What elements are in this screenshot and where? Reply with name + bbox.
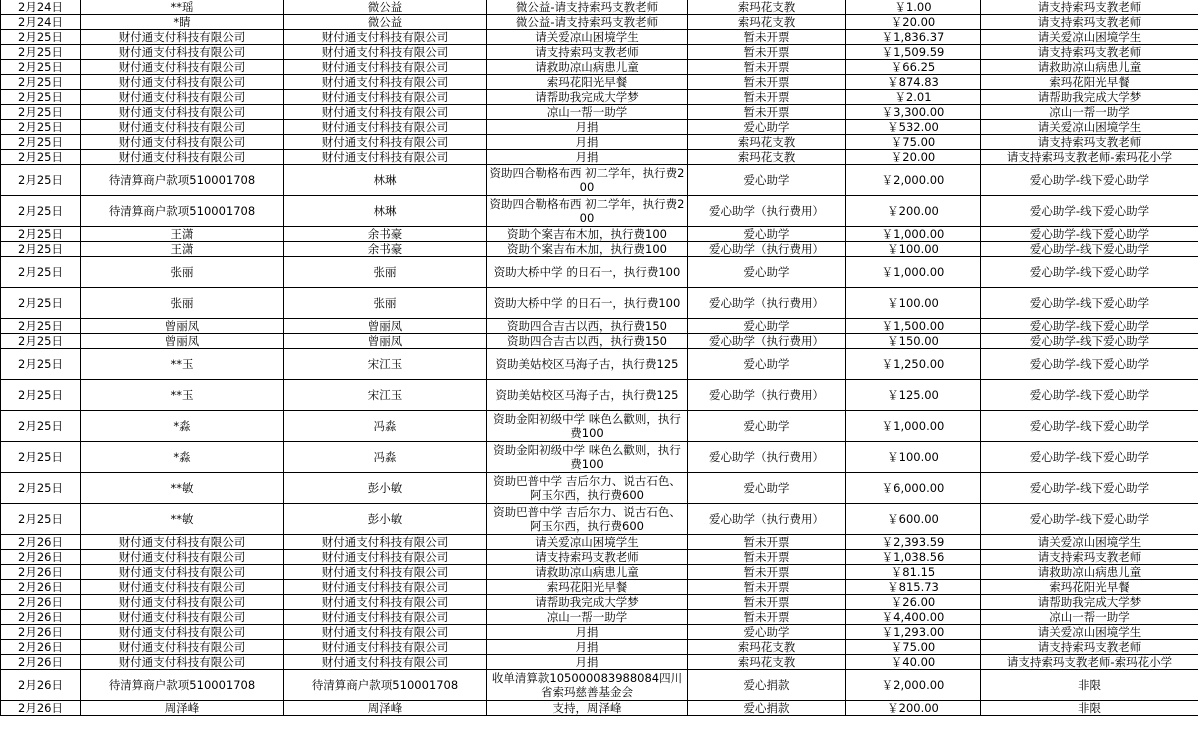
amount-cell: ￥815.73: [846, 580, 981, 595]
category-cell: 暂未开票: [688, 535, 846, 550]
project-cell: 请支持索玛支教老师-索玛花小学: [981, 150, 1198, 165]
date-cell: 2月26日: [1, 595, 81, 610]
project-cell: 请支持索玛支教老师: [981, 45, 1198, 60]
amount-cell: ￥874.83: [846, 75, 981, 90]
category-cell: 爱心助学（执行费用）: [688, 442, 846, 473]
amount-cell: ￥1,000.00: [846, 411, 981, 442]
project-cell: 索玛花阳光早餐: [981, 75, 1198, 90]
payee-cell: 待清算商户款项510001708: [284, 670, 487, 701]
payee-cell: 余书豪: [284, 242, 487, 257]
summary-cell: 月捐: [487, 150, 688, 165]
amount-cell: ￥1.00: [846, 0, 981, 15]
payer-cell: *淼: [81, 411, 284, 442]
category-cell: 爱心助学: [688, 165, 846, 196]
date-cell: 2月25日: [1, 473, 81, 504]
amount-cell: ￥3,300.00: [846, 105, 981, 120]
summary-cell: 资助巴普中学 吉后尔力、说古石色、阿玉尔西，执行费600: [487, 504, 688, 535]
payee-cell: 林琳: [284, 165, 487, 196]
table-row: [1, 60, 1198, 75]
table-row: [1, 595, 1198, 610]
table-row: [1, 30, 1198, 45]
date-cell: 2月25日: [1, 150, 81, 165]
payer-cell: 财付通支付科技有限公司: [81, 610, 284, 625]
category-cell: 爱心助学（执行费用）: [688, 196, 846, 227]
payee-cell: 财付通支付科技有限公司: [284, 610, 487, 625]
table-row: [1, 120, 1198, 135]
project-cell: 爱心助学-线下爱心助学: [981, 319, 1198, 334]
table-row: [1, 227, 1198, 242]
category-cell: 暂未开票: [688, 550, 846, 565]
payer-cell: 财付通支付科技有限公司: [81, 75, 284, 90]
payee-cell: 宋江玉: [284, 380, 487, 411]
amount-cell: ￥2,000.00: [846, 165, 981, 196]
table-row: [1, 640, 1198, 655]
payer-cell: 财付通支付科技有限公司: [81, 580, 284, 595]
category-cell: 暂未开票: [688, 60, 846, 75]
project-cell: 凉山一帮一助学: [981, 610, 1198, 625]
amount-cell: ￥200.00: [846, 701, 981, 716]
payer-cell: 王潇: [81, 242, 284, 257]
payer-cell: 曾丽凤: [81, 334, 284, 349]
table-row: [1, 15, 1198, 30]
category-cell: 暂未开票: [688, 30, 846, 45]
payer-cell: 财付通支付科技有限公司: [81, 135, 284, 150]
payer-cell: 财付通支付科技有限公司: [81, 150, 284, 165]
table-row: [1, 334, 1198, 349]
category-cell: 爱心助学: [688, 319, 846, 334]
payer-cell: 财付通支付科技有限公司: [81, 45, 284, 60]
payer-cell: 待清算商户款项510001708: [81, 165, 284, 196]
date-cell: 2月26日: [1, 580, 81, 595]
summary-cell: 微公益-请支持索玛支教老师: [487, 0, 688, 15]
summary-cell: 资助个案吉布木加，执行费100: [487, 242, 688, 257]
date-cell: 2月25日: [1, 60, 81, 75]
date-cell: 2月25日: [1, 257, 81, 288]
table-row: [1, 349, 1198, 380]
amount-cell: ￥150.00: [846, 334, 981, 349]
project-cell: 请帮助我完成大学梦: [981, 90, 1198, 105]
project-cell: 请支持索玛支教老师: [981, 640, 1198, 655]
project-cell: 爱心助学-线下爱心助学: [981, 380, 1198, 411]
summary-cell: 请关爱凉山困境学生: [487, 30, 688, 45]
table-row: [1, 90, 1198, 105]
category-cell: 暂未开票: [688, 105, 846, 120]
payee-cell: 周泽峰: [284, 701, 487, 716]
payee-cell: 财付通支付科技有限公司: [284, 45, 487, 60]
amount-cell: ￥600.00: [846, 504, 981, 535]
project-cell: 请关爱凉山困境学生: [981, 625, 1198, 640]
category-cell: 爱心助学: [688, 473, 846, 504]
summary-cell: 资助四合吉古以西，执行费150: [487, 319, 688, 334]
category-cell: 索玛花支教: [688, 0, 846, 15]
payee-cell: 冯淼: [284, 442, 487, 473]
amount-cell: ￥532.00: [846, 120, 981, 135]
table-row: [1, 670, 1198, 701]
category-cell: 爱心助学（执行费用）: [688, 288, 846, 319]
summary-cell: 请帮助我完成大学梦: [487, 90, 688, 105]
summary-cell: 索玛花阳光早餐: [487, 580, 688, 595]
category-cell: 暂未开票: [688, 75, 846, 90]
payee-cell: 微公益: [284, 15, 487, 30]
table-row: [1, 442, 1198, 473]
summary-cell: 资助金阳初级中学 咪色么歡则，执行费100: [487, 411, 688, 442]
project-cell: 爱心助学-线下爱心助学: [981, 288, 1198, 319]
date-cell: 2月25日: [1, 288, 81, 319]
summary-cell: 凉山一帮一助学: [487, 105, 688, 120]
project-cell: 请支持索玛支教老师: [981, 135, 1198, 150]
date-cell: 2月25日: [1, 442, 81, 473]
summary-cell: 月捐: [487, 120, 688, 135]
amount-cell: ￥66.25: [846, 60, 981, 75]
amount-cell: ￥75.00: [846, 640, 981, 655]
date-cell: 2月25日: [1, 411, 81, 442]
project-cell: 请救助凉山病患儿童: [981, 60, 1198, 75]
summary-cell: 资助四合吉古以西，执行费150: [487, 334, 688, 349]
table-row: [1, 610, 1198, 625]
payer-cell: 王潇: [81, 227, 284, 242]
table-row: [1, 165, 1198, 196]
project-cell: 非限: [981, 670, 1198, 701]
amount-cell: ￥1,038.56: [846, 550, 981, 565]
payee-cell: 财付通支付科技有限公司: [284, 30, 487, 45]
payee-cell: 余书豪: [284, 227, 487, 242]
project-cell: 爱心助学-线下爱心助学: [981, 504, 1198, 535]
date-cell: 2月25日: [1, 90, 81, 105]
payer-cell: **瑶: [81, 0, 284, 15]
category-cell: 爱心助学: [688, 227, 846, 242]
table-row: [1, 105, 1198, 120]
date-cell: 2月26日: [1, 565, 81, 580]
amount-cell: ￥1,509.59: [846, 45, 981, 60]
payer-cell: 财付通支付科技有限公司: [81, 30, 284, 45]
amount-cell: ￥125.00: [846, 380, 981, 411]
table-row: [1, 473, 1198, 504]
payer-cell: 张丽: [81, 257, 284, 288]
table-row: [1, 504, 1198, 535]
payee-cell: 财付通支付科技有限公司: [284, 90, 487, 105]
date-cell: 2月25日: [1, 227, 81, 242]
category-cell: 爱心助学（执行费用）: [688, 380, 846, 411]
amount-cell: ￥2.01: [846, 90, 981, 105]
payer-cell: 财付通支付科技有限公司: [81, 90, 284, 105]
project-cell: 凉山一帮一助学: [981, 105, 1198, 120]
category-cell: 爱心助学（执行费用）: [688, 504, 846, 535]
project-cell: 请支持索玛支教老师: [981, 0, 1198, 15]
date-cell: 2月25日: [1, 349, 81, 380]
summary-cell: 资助四合勒格布西 初二学年，执行费200: [487, 165, 688, 196]
payee-cell: 财付通支付科技有限公司: [284, 565, 487, 580]
amount-cell: ￥100.00: [846, 442, 981, 473]
payer-cell: 财付通支付科技有限公司: [81, 105, 284, 120]
summary-cell: 请关爱凉山困境学生: [487, 535, 688, 550]
date-cell: 2月26日: [1, 640, 81, 655]
payer-cell: 待清算商户款项510001708: [81, 670, 284, 701]
category-cell: 爱心捐款: [688, 670, 846, 701]
date-cell: 2月26日: [1, 670, 81, 701]
payer-cell: **玉: [81, 349, 284, 380]
amount-cell: ￥4,400.00: [846, 610, 981, 625]
payer-cell: 财付通支付科技有限公司: [81, 565, 284, 580]
payee-cell: 财付通支付科技有限公司: [284, 625, 487, 640]
table-row: [1, 45, 1198, 60]
project-cell: 爱心助学-线下爱心助学: [981, 196, 1198, 227]
table-row: [1, 135, 1198, 150]
payer-cell: 财付通支付科技有限公司: [81, 625, 284, 640]
project-cell: 爱心助学-线下爱心助学: [981, 242, 1198, 257]
category-cell: 索玛花支教: [688, 15, 846, 30]
amount-cell: ￥20.00: [846, 150, 981, 165]
payee-cell: 曾丽凤: [284, 334, 487, 349]
date-cell: 2月25日: [1, 120, 81, 135]
summary-cell: 资助个案吉布木加，执行费100: [487, 227, 688, 242]
ledger-body: [1, 0, 1198, 716]
payee-cell: 财付通支付科技有限公司: [284, 120, 487, 135]
payee-cell: 财付通支付科技有限公司: [284, 595, 487, 610]
summary-cell: 请支持索玛支教老师: [487, 45, 688, 60]
summary-cell: 微公益-请支持索玛支教老师: [487, 15, 688, 30]
table-row: [1, 580, 1198, 595]
summary-cell: 月捐: [487, 640, 688, 655]
project-cell: 请支持索玛支教老师-索玛花小学: [981, 655, 1198, 670]
payee-cell: 财付通支付科技有限公司: [284, 640, 487, 655]
project-cell: 请关爱凉山困境学生: [981, 120, 1198, 135]
project-cell: 请关爱凉山困境学生: [981, 535, 1198, 550]
payer-cell: 财付通支付科技有限公司: [81, 535, 284, 550]
category-cell: 爱心捐款: [688, 701, 846, 716]
payer-cell: 周泽峰: [81, 701, 284, 716]
summary-cell: 请救助凉山病患儿童: [487, 565, 688, 580]
payer-cell: 财付通支付科技有限公司: [81, 640, 284, 655]
amount-cell: ￥6,000.00: [846, 473, 981, 504]
amount-cell: ￥1,000.00: [846, 227, 981, 242]
payee-cell: 财付通支付科技有限公司: [284, 150, 487, 165]
table-row: [1, 565, 1198, 580]
table-row: [1, 411, 1198, 442]
table-row: [1, 319, 1198, 334]
table-row: [1, 655, 1198, 670]
date-cell: 2月25日: [1, 380, 81, 411]
table-row: [1, 150, 1198, 165]
payee-cell: 林琳: [284, 196, 487, 227]
project-cell: 请关爱凉山困境学生: [981, 30, 1198, 45]
payee-cell: 财付通支付科技有限公司: [284, 105, 487, 120]
project-cell: 请救助凉山病患儿童: [981, 565, 1198, 580]
payer-cell: *淼: [81, 442, 284, 473]
project-cell: 爱心助学-线下爱心助学: [981, 411, 1198, 442]
payee-cell: 财付通支付科技有限公司: [284, 655, 487, 670]
payee-cell: 财付通支付科技有限公司: [284, 535, 487, 550]
table-row: [1, 288, 1198, 319]
amount-cell: ￥200.00: [846, 196, 981, 227]
category-cell: 爱心助学: [688, 120, 846, 135]
table-row: [1, 625, 1198, 640]
date-cell: 2月26日: [1, 625, 81, 640]
table-row: [1, 0, 1198, 15]
table-row: [1, 380, 1198, 411]
payer-cell: *睛: [81, 15, 284, 30]
project-cell: 非限: [981, 701, 1198, 716]
project-cell: 爱心助学-线下爱心助学: [981, 165, 1198, 196]
payer-cell: **敏: [81, 504, 284, 535]
project-cell: 爱心助学-线下爱心助学: [981, 257, 1198, 288]
amount-cell: ￥40.00: [846, 655, 981, 670]
summary-cell: 请支持索玛支教老师: [487, 550, 688, 565]
table-row: [1, 75, 1198, 90]
summary-cell: 月捐: [487, 655, 688, 670]
payee-cell: 彭小敏: [284, 473, 487, 504]
date-cell: 2月25日: [1, 165, 81, 196]
project-cell: 爱心助学-线下爱心助学: [981, 349, 1198, 380]
payer-cell: 财付通支付科技有限公司: [81, 550, 284, 565]
category-cell: 爱心助学（执行费用）: [688, 242, 846, 257]
amount-cell: ￥1,000.00: [846, 257, 981, 288]
amount-cell: ￥81.15: [846, 565, 981, 580]
date-cell: 2月25日: [1, 319, 81, 334]
payer-cell: **敏: [81, 473, 284, 504]
summary-cell: 资助金阳初级中学 咪色么歡则，执行费100: [487, 442, 688, 473]
date-cell: 2月25日: [1, 196, 81, 227]
payer-cell: 财付通支付科技有限公司: [81, 60, 284, 75]
payer-cell: 财付通支付科技有限公司: [81, 595, 284, 610]
category-cell: 索玛花支教: [688, 655, 846, 670]
amount-cell: ￥1,250.00: [846, 349, 981, 380]
payee-cell: 冯淼: [284, 411, 487, 442]
amount-cell: ￥75.00: [846, 135, 981, 150]
payee-cell: 财付通支付科技有限公司: [284, 550, 487, 565]
category-cell: 暂未开票: [688, 45, 846, 60]
category-cell: 暂未开票: [688, 595, 846, 610]
project-cell: 请支持索玛支教老师: [981, 550, 1198, 565]
payer-cell: 张丽: [81, 288, 284, 319]
payee-cell: 张丽: [284, 288, 487, 319]
category-cell: 爱心助学: [688, 625, 846, 640]
date-cell: 2月26日: [1, 701, 81, 716]
amount-cell: ￥2,393.59: [846, 535, 981, 550]
table-row: [1, 257, 1198, 288]
category-cell: 爱心助学（执行费用）: [688, 334, 846, 349]
summary-cell: 请帮助我完成大学梦: [487, 595, 688, 610]
payer-cell: 财付通支付科技有限公司: [81, 120, 284, 135]
payee-cell: 彭小敏: [284, 504, 487, 535]
summary-cell: 资助四合勒格布西 初二学年，执行费200: [487, 196, 688, 227]
amount-cell: ￥26.00: [846, 595, 981, 610]
date-cell: 2月25日: [1, 30, 81, 45]
category-cell: 暂未开票: [688, 580, 846, 595]
date-cell: 2月25日: [1, 504, 81, 535]
table-row: [1, 701, 1198, 716]
summary-cell: 资助大桥中学 的日石一，执行费100: [487, 257, 688, 288]
summary-cell: 请救助凉山病患儿童: [487, 60, 688, 75]
summary-cell: 月捐: [487, 625, 688, 640]
payee-cell: 微公益: [284, 0, 487, 15]
summary-cell: 资助美姑校区马海子古，执行费125: [487, 349, 688, 380]
payee-cell: 财付通支付科技有限公司: [284, 135, 487, 150]
date-cell: 2月25日: [1, 135, 81, 150]
date-cell: 2月25日: [1, 334, 81, 349]
project-cell: 爱心助学-线下爱心助学: [981, 227, 1198, 242]
amount-cell: ￥2,000.00: [846, 670, 981, 701]
date-cell: 2月25日: [1, 105, 81, 120]
category-cell: 爱心助学: [688, 349, 846, 380]
date-cell: 2月25日: [1, 242, 81, 257]
date-cell: 2月26日: [1, 610, 81, 625]
table-row: [1, 242, 1198, 257]
date-cell: 2月26日: [1, 535, 81, 550]
amount-cell: ￥100.00: [846, 288, 981, 319]
table-row: [1, 535, 1198, 550]
date-cell: 2月24日: [1, 15, 81, 30]
project-cell: 索玛花阳光早餐: [981, 580, 1198, 595]
table-row: [1, 550, 1198, 565]
payee-cell: 财付通支付科技有限公司: [284, 580, 487, 595]
payee-cell: 张丽: [284, 257, 487, 288]
date-cell: 2月26日: [1, 550, 81, 565]
category-cell: 暂未开票: [688, 565, 846, 580]
payee-cell: 财付通支付科技有限公司: [284, 60, 487, 75]
payee-cell: 财付通支付科技有限公司: [284, 75, 487, 90]
payee-cell: 曾丽凤: [284, 319, 487, 334]
summary-cell: 索玛花阳光早餐: [487, 75, 688, 90]
payer-cell: 财付通支付科技有限公司: [81, 655, 284, 670]
summary-cell: 资助大桥中学 的日石一，执行费100: [487, 288, 688, 319]
amount-cell: ￥1,500.00: [846, 319, 981, 334]
project-cell: 爱心助学-线下爱心助学: [981, 473, 1198, 504]
summary-cell: 凉山一帮一助学: [487, 610, 688, 625]
date-cell: 2月24日: [1, 0, 81, 15]
project-cell: 爱心助学-线下爱心助学: [981, 442, 1198, 473]
category-cell: 爱心助学: [688, 257, 846, 288]
summary-cell: 月捐: [487, 135, 688, 150]
project-cell: 请支持索玛支教老师: [981, 15, 1198, 30]
summary-cell: 资助美姑校区马海子古，执行费125: [487, 380, 688, 411]
payer-cell: **玉: [81, 380, 284, 411]
category-cell: 索玛花支教: [688, 135, 846, 150]
category-cell: 暂未开票: [688, 610, 846, 625]
date-cell: 2月25日: [1, 75, 81, 90]
date-cell: 2月25日: [1, 45, 81, 60]
payee-cell: 宋江玉: [284, 349, 487, 380]
category-cell: 索玛花支教: [688, 150, 846, 165]
payer-cell: 曾丽凤: [81, 319, 284, 334]
category-cell: 爱心助学: [688, 411, 846, 442]
summary-cell: 收单清算款105000083988084四川省索玛慈善基金会: [487, 670, 688, 701]
project-cell: 爱心助学-线下爱心助学: [981, 334, 1198, 349]
payer-cell: 待清算商户款项510001708: [81, 196, 284, 227]
category-cell: 暂未开票: [688, 90, 846, 105]
date-cell: 2月26日: [1, 655, 81, 670]
summary-cell: 资助巴普中学 吉后尔力、说古石色、阿玉尔西，执行费600: [487, 473, 688, 504]
summary-cell: 支持，周泽峰: [487, 701, 688, 716]
table-row: [1, 196, 1198, 227]
project-cell: 请帮助我完成大学梦: [981, 595, 1198, 610]
category-cell: 索玛花支教: [688, 640, 846, 655]
amount-cell: ￥100.00: [846, 242, 981, 257]
amount-cell: ￥1,293.00: [846, 625, 981, 640]
amount-cell: ￥20.00: [846, 15, 981, 30]
amount-cell: ￥1,836.37: [846, 30, 981, 45]
